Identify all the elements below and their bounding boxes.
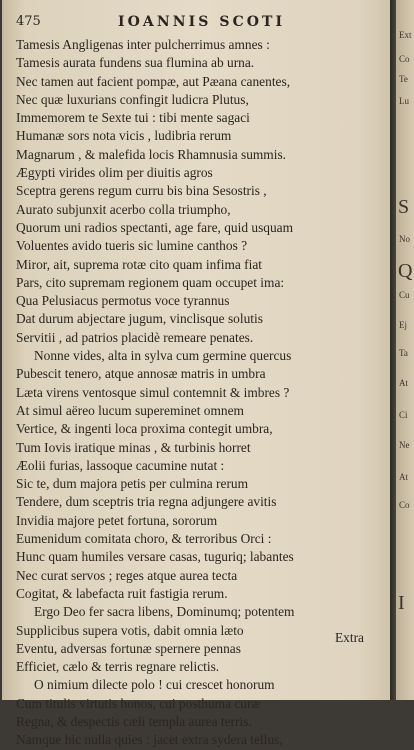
verse-line: Regna, & despectis cæli templa aurea terris. (16, 713, 252, 729)
next-page-fragment: At (399, 378, 408, 388)
verse-line: Efficiet, cælo & terris regnare relictis. (16, 659, 220, 675)
verse-line: Immemorem te Sexte tui : tibi mente sagaci (16, 110, 250, 126)
next-page-fragment: S (398, 196, 410, 218)
next-page-fragment: Ne (399, 440, 410, 450)
verse-line: Namque hic nulla quies : jacet extra sydera tellus, (16, 732, 283, 748)
verse-line: Ægypti virides olim per diuitis agros (16, 165, 213, 181)
verse-line: Tum Iovis iratique minas , & turbinis horret (16, 439, 251, 455)
verse-line: Pubescit tenero, atque annosæ matris in umbra (16, 366, 266, 382)
verse-line: O nimium dilecte polo ! cui crescet honorum (34, 677, 275, 693)
verse-line: Humanæ sors nota vicis , ludibria rerum (16, 128, 232, 144)
verse-line: Ergo Deo fer sacra libens, Dominumq; potentem (34, 604, 295, 620)
verse-line: Magnarum , & malefida locis Rhamnusia summis. (16, 146, 287, 162)
verse-line: Vertice, & ingenti loca proxima contegit umbra, (16, 421, 273, 437)
verse-line: Cogitat, & labefacta ruit fastigia rerum. (16, 585, 228, 601)
next-page-fragment: Lu (399, 96, 409, 106)
next-page-fragment: Q (398, 260, 413, 282)
verse-line: Miror, ait, suprema rotæ cito quam infima fiat (16, 256, 263, 272)
running-title: IOANNIS SCOTI (118, 14, 286, 30)
verse-line: Eumenidum comitata choro, & terroribus Orci : (16, 531, 272, 547)
next-page-fragment: I (398, 592, 405, 614)
verse-line: Læta virens ventosque simul contemnit & imbres ? (16, 384, 290, 400)
verse-text (16, 36, 388, 750)
verse-line: Nec quæ luxurians confingit ludicra Plutus, (16, 91, 249, 107)
verse-line: Voluentes avido tueris sic lumine canthos ? (16, 238, 248, 254)
verse-line: Supplicibus supera votis, dabit omnia læto (16, 622, 244, 638)
next-page-edge (396, 0, 414, 700)
verse-line: Tendere, dum sceptris tria regna adjungere avitis (16, 494, 277, 510)
page-number: 475 (16, 14, 41, 29)
verse-line: Qua Pelusiacus permotus voce tyrannus (16, 293, 230, 309)
next-page-fragment: Ext (399, 30, 412, 40)
verse-line: Servitii , ad patrios placidè remeare penates. (16, 329, 254, 345)
book-page (2, 0, 390, 748)
verse-line: Eventu, adversas fortunæ spernere pennas (16, 640, 241, 656)
next-page-fragment: No (399, 234, 410, 244)
verse-line: Quorum uni radios spectanti, age fare, quid usquam (16, 219, 294, 235)
catchword: Extra (335, 630, 364, 645)
next-page-fragment: Te (399, 74, 408, 84)
verse-line: At simul aëreo lucum supereminet omnem (16, 402, 244, 418)
next-page-fragment: Cu (399, 290, 410, 300)
verse-line: Dat durum abjectare jugum, vinclisque solutis (16, 311, 263, 327)
next-page-fragment: Co (399, 500, 410, 510)
next-page-fragment: Ta (399, 348, 408, 358)
verse-line: Nec tamen aut facient pompæ, aut Pæana canentes, (16, 73, 291, 89)
verse-line: Nec curat servos ; reges atque aurea tecta (16, 567, 238, 583)
next-page-fragment: Ej (399, 320, 407, 330)
verse-line: Pars, cito supremam regionem quam occupet ima: (16, 274, 285, 290)
verse-line: Sic te, dum majora petis per culmina rerum (16, 476, 249, 492)
verse-line: Hunc quam humiles versare casas, tuguriq; labantes (16, 549, 294, 565)
verse-line: Aurato subjunxit acerbo colla triumpho, (16, 201, 231, 217)
verse-line: Tamesis Angligenas inter pulcherrimus amnes : (16, 37, 270, 52)
verse-line: Æolii furias, lassoque cacumine nutat : (16, 457, 225, 473)
verse-line: Cum titulis virtutis honos, cui posthuma curæ (16, 695, 261, 711)
verse-line: Tamesis aurata fundens sua flumina ab urna. (16, 55, 255, 71)
verse-line: Invidia majore petet fortuna, sororum (16, 512, 218, 528)
next-page-fragment: Co (399, 54, 410, 64)
verse-line: Nonne vides, alta in sylva cum germine quercus (34, 348, 292, 364)
next-page-fragment: At (399, 472, 408, 482)
verse-line: Sceptra gerens regum curru bis bina Sesostris , (16, 183, 267, 199)
next-page-fragment: Ci (399, 410, 408, 420)
page-header (16, 14, 386, 36)
